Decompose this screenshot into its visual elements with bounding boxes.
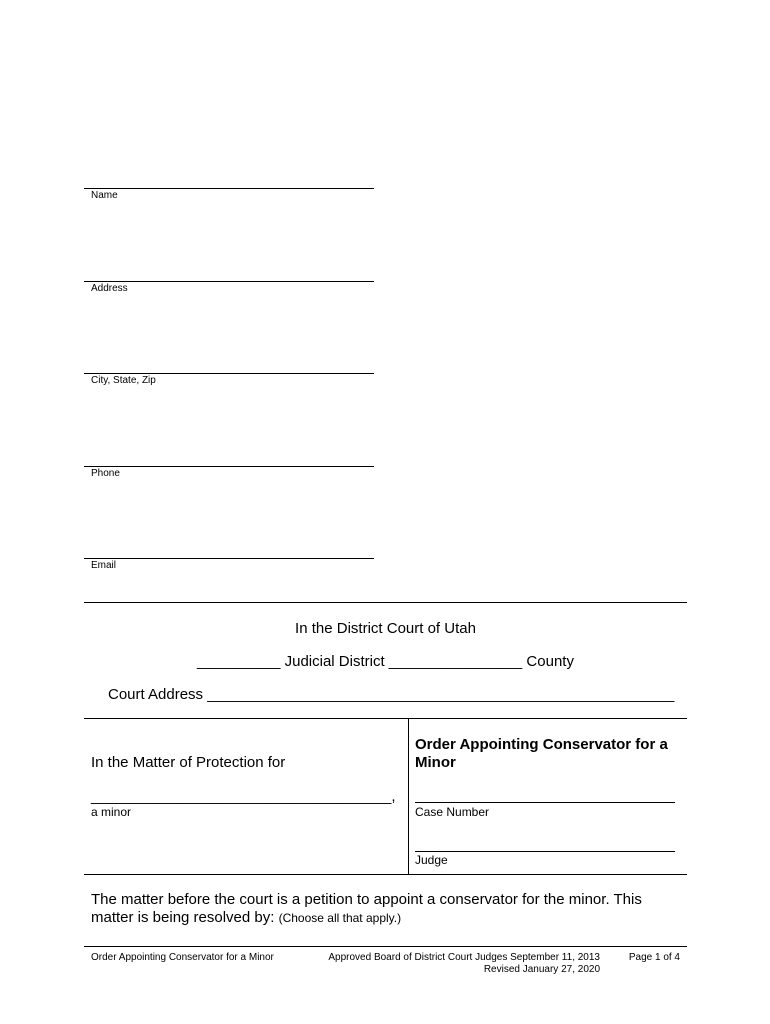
intro-main-text: The matter before the court is a petition to appoint a conservator for the minor. This matter is being resolved by: — [91, 891, 642, 926]
footer-approval — [300, 952, 600, 976]
address-field-line[interactable] — [84, 281, 374, 282]
email-field-line[interactable] — [84, 558, 374, 559]
footer-form-title: Order Appointing Conservator for a Minor — [91, 952, 274, 963]
a-minor-label: a minor — [91, 805, 132, 819]
email-field-label: Email — [91, 560, 117, 571]
court-header-top-rule — [84, 602, 687, 603]
intro-note-text: (Choose all that apply.) — [278, 911, 402, 925]
city-state-zip-field-label: City, State, Zip — [91, 375, 156, 386]
footer-approval-line2: Revised January 27, 2020 — [483, 964, 600, 975]
court-title: In the District Court of Utah — [295, 620, 476, 637]
city-state-zip-field-line[interactable] — [84, 373, 374, 374]
address-field-label: Address — [91, 283, 128, 294]
intro-paragraph — [91, 891, 681, 927]
footer-rule — [84, 946, 687, 947]
name-field-line[interactable] — [84, 188, 374, 189]
minor-name-blank[interactable]: ____________________________________, — [91, 788, 396, 805]
footer-page-info: Page 1 of 4 — [628, 952, 680, 963]
case-number-field-line[interactable] — [415, 802, 675, 803]
caption-divider — [408, 718, 409, 874]
caption-bottom-rule — [84, 874, 687, 875]
caption-top-rule — [84, 718, 687, 719]
judicial-district-county-line[interactable]: __________ Judicial District ________________ County — [197, 653, 574, 670]
court-address-line[interactable]: Court Address ________________________________________________________ — [108, 686, 675, 703]
phone-field-line[interactable] — [84, 466, 374, 467]
judge-label: Judge — [415, 853, 448, 867]
order-title: Order Appointing Conservator for a Minor — [415, 736, 668, 771]
phone-field-label: Phone — [91, 468, 120, 479]
name-field-label: Name — [91, 190, 118, 201]
matter-of-protection-text: In the Matter of Protection for — [91, 754, 286, 771]
footer-approval-line1: Approved Board of District Court Judges September 11, 2013 — [328, 952, 600, 963]
case-number-label: Case Number — [415, 805, 490, 819]
judge-field-line[interactable] — [415, 851, 675, 852]
